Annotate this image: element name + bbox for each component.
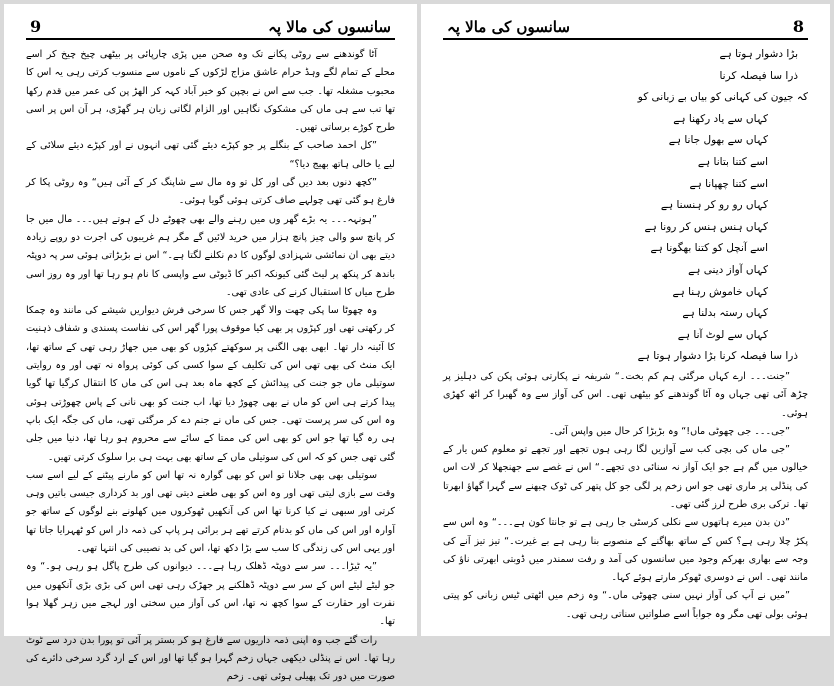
paragraph: ”ہونہہ۔۔۔ یہ بڑے گھر وں میں رہنے والے بھی چھوٹے دل کے ہوتے ہیں۔۔۔ مال میں جا کر پانچ سو والی چیز پانچ ہزار میں خرید لائیں گے مگر ہم غریبوں کی اجرت دو روپے زیادہ دیتے بھی ان نمائشی شہزادی لوگوں کا دم نکلنے لگتا ہے۔“ اس نے بڑبڑاتی ہوئی سر پہ دوپٹہ باندھ کر پنکھ پر لیٹ گئی کیونکہ اکبر کا ڈیوٹی سے واپسی کا نام ہو رہا تھا اور وہ روز اسی طرح میاں کا استقبال کرنے کی عادی تھی۔ [26,211,395,302]
paragraph: رات گئے جب وہ اپنی ذمہ داریوں سے فارغ ہو کر بستر پر آئی تو پورا بدن درد سے ٹوٹ رہا تھا۔ اس نے پنڈلی دیکھی جہاں زخم گہرا ہو گیا تھا اور اس کے ارد گرد سرخی دائرے کی صورت میں دور تک پھیلی ہوئی تھی۔ زخم [26,632,395,686]
poem-line: کہاں آواز دینی ہے [443,260,808,282]
page-right [421,4,830,636]
paragraph: ”یہ ٹیڑا۔۔۔ سر سے دوپٹہ ڈھلک رہا ہے۔۔۔ دیوانوں کی طرح پاگل ہو رہی ہو۔“ وہ جو لیٹے لیٹے اس کے سر سے دوپٹہ ڈھلکنے پر جھڑک رہی تھی اس کی بڑی بڑی آنکھوں میں نفرت اور حقارت کے سوا کچھ نہ تھا، اس کی آواز میں سختی اور لہجے میں زہر گھلا ہوا تھا۔ [26,558,395,631]
paragraph: آٹا گوندھنے سے روٹی پکانے تک وہ صحن میں پڑی چارپائی پر بیٹھی چیخ چیخ کر اسے محلے کے تمام لگے وہڈ حرام عاشق مزاج لڑکوں کے ناموں سے منسوب کرتی رہی یہ اس کا محبوب مشغلہ تھا۔ جب سے اس نے بچپن کو خیر آباد کہہ کر الھڑ پن کی عمر میں قدم رکھا تھا تب سے ہی ماں کی مشکوک نگاہیں اور الزام لگاتی زبان ہر گھڑی، ہر آن اس پر اسی طرح کوڑے برساتی تھیں۔ [26,46,395,137]
poem-line: کہاں رو رو کر ہنسنا ہے [443,195,808,217]
paragraph: ”جی۔۔۔ جی چھوٹی ماں!“ وہ بڑبڑا کر حال میں واپس آئی۔ [443,423,808,441]
poem-line: اسے کتنا چھپانا ہے [443,174,808,196]
paragraph: وہ چھوٹا سا پکی چھت والا گھر جس کا سرخی فرش دیواریں شیشے کی مانند وہ چمکا کر رکھتی تھی اور کپڑوں پر بھی کیا موقوف پورا گھر اس کی نفاست پسندی و شفاف ذہنیت کا آئینہ دار تھا۔ ابھی بھی الگنی پر سوکھتے کپڑوں کو بھی میں جھاڑ رہی تھی کے ساتھ تھا، ایک منٹ کی بھی تھی اس کی تکلیف کے سوا کسی کی کوئی پرواہ نہ تھی اور وہ روایتی سوتیلی ماں جو جنت کی پیدائش کے کچھ ماہ بعد ہی اس کی ماں کا انتقال کرگیا تھا گویا پیدا کرتے ہی اس کو ماں نے بھی چھوڑ دیا تھا، اب جنت کو بھی نانی کے پاس چھوڑتی ہوئی وہ اس کی سر پرست تھی۔ جس کی ماں نے جنم دے کر مرگئی تھی، ماں کی جگہ ایک باپ ہی رہ گیا تھا جو اس کو بھی اس کی ممتا کے سائے سے محروم ہو رہا تھا، دنیا میں جلی گئی تھی جس کو کہ اس کی سوتیلی ماں کے ساتھ بھی بہت ہی برا سلوک کرتی تھیں۔ [26,302,395,467]
page-number: 8 [793,17,804,36]
page-body [443,368,808,624]
page-number: 9 [30,17,41,36]
paragraph: ”جنت۔۔۔ ارے کہاں مرگئی ہم کم بخت۔“ شریفہ نے پکارتی ہوئی پکن کی دہلیز پر چڑھ آئی تھی جہاں وہ آٹا گوندھنے کو بیٹھی تھی۔ اس کی آواز سے وہ گھبرا کر اٹھ کھڑی ہوئی۔ [443,368,808,423]
paragraph: ”دن بدن میرے ہاتھوں سے نکلی کرسٹی جا رہی ہے تو جانتا کون ہے۔۔۔“ وہ اس سے پکڑ چلا رہی ہے؟ کس کے ساتھ بھاگنے کے منصوبے بنا رہی ہے بے غیرت۔“ تیز تیز آنے کی وجہ سے بھاری بھرکم وجود میں سانسوں کی آمد و رفت سمندر میں ڈوبتی ابھرتی ناؤ کی مانند تھی۔ اس نے دوسری ٹھوکر مارتے ہوئے کہا۔ [443,514,808,587]
page-header [26,14,395,40]
paragraph: ”جی ماں کی بچی کب سے آوازیں لگا رہی ہوں تجھے اور تجھے تو معلوم کس یار کے خیالوں میں گم ہے جو ایک آواز نہ سنائی دی تجھے۔“ اس نے غصے سے جھنجھلا کر لات اس کی پنڈلی پر ماری تھی جو اس زخم پر لگی جو کل پتھر کی ٹوک چبھنے سے گہرا گھاؤ ابھرتا تھا۔ ترکی بری طرح لرز گئی تھی۔ [443,441,808,514]
poem-line: اسے کتنا بتانا ہے [443,152,808,174]
poem-line: کہاں رستہ بدلنا ہے [443,303,808,325]
paragraph: ”کل احمد صاحب کے بنگلے پر جو کپڑے دیئے گئی تھی انہوں نے اور کپڑے دیئے سلائی کے لیے یا خالی ہاتھ بھیج دیا؟“ [26,137,395,174]
poem-line: کہاں خاموش رہنا ہے [443,282,808,304]
poem [443,44,808,368]
paragraph: ”میں نے آپ کی آواز نہیں سنی چھوٹی ماں۔“ وہ زخم میں اٹھتی ٹیس زبانی کو پیتی ہوئی بولی تھی مگر وہ جواباً اسے صلواتیں سناتی رہی تھی۔ [443,587,808,624]
page-header [443,14,808,40]
poem-line: ذرا سا فیصلہ کرنا [443,66,808,88]
page-left [4,4,417,636]
poem-line: اسے آنچل کو کتنا بھگونا ہے [443,238,808,260]
running-title: سانسوں کی مالا پہ [447,18,570,36]
running-title: سانسوں کی مالا پہ [268,18,391,36]
poem-line: کہاں ہنس ہنس کر رونا ہے [443,217,808,239]
poem-line: کہاں سے بھول جانا ہے [443,130,808,152]
page-body [26,46,395,686]
paragraph: ”کچھ دنوں بعد دیں گی اور کل تو وہ مال سے شاپنگ کر کے آئی ہیں“ وہ روٹی پکا کر فارغ ہو گئی تھی چولہے صاف کرتی ہوئی گویا ہوئی۔ [26,174,395,211]
poem-line: ذرا سا فیصلہ کرنا بڑا دشوار ہوتا ہے [443,346,808,368]
poem-line: بڑا دشوار ہوتا ہے [443,44,808,66]
poem-line: کہ جیون کی کہانی کو بیاں بے زبانی کو [443,87,808,109]
poem-line: کہاں سے لوٹ آنا ہے [443,325,808,347]
poem-line: کہاں سے یاد رکھنا ہے [443,109,808,131]
paragraph: سوتیلی بھی بھی جلانا تو اس کو بھی گوارہ نہ تھا اس کو مارنے پیٹنے کے لیے اسے سب وقت سے بازی لیتی تھی اور وہ اس کو بھی طعنے دیتی تھی اور بد کرداری جیسی باتیں وہی کرتی اور سبھی نے کیا کرنا تھا اس کی آنکھیں ٹھوکروں میں کھلونے بنے لوگوں کے ساتھ جو آوارہ اور اس کی ماں کو بدنام کرتے تھے ہر برائی ہر پاپ کی ذمہ دار اس کو ٹھہرایا جاتا تھا اور یہی اس کی زندگی کا سب سے بڑا دکھ تھا، اس کی بد نصیبی کی انتہا تھی۔ [26,467,395,558]
